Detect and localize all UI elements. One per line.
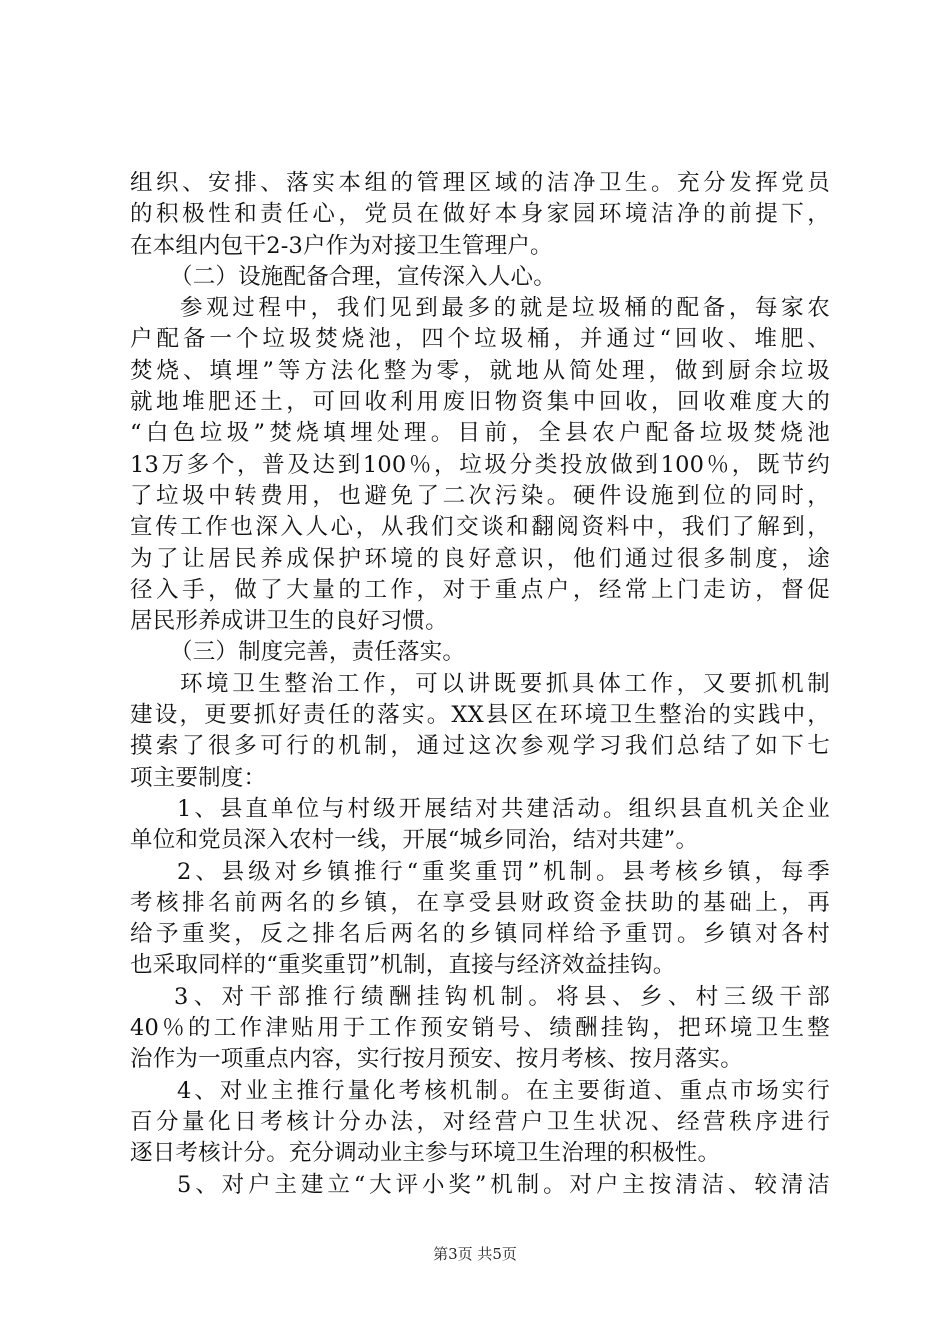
text-line: 摸索了很多可行的机制，通过这次参观学习我们总结了如下七 [130,733,830,760]
text-line: 13万多个，普及达到100％，垃圾分类投放做到100％，既节约 [130,451,830,478]
text-line: 项主要制度： [130,764,267,791]
text-line: 4、对业主推行量化考核机制。在主要街道、重点市场实行 [177,1077,830,1104]
text-line: 在本组内包干2-3户作为对接卫生管理户。 [130,232,553,259]
text-line: （三）制度完善，责任落实。 [170,639,466,666]
text-line: 环境卫生整治工作，可以讲既要抓具体工作，又要抓机制 [180,670,830,697]
text-line: 宣传工作也深入人心，从我们交谈和翻阅资料中，我们了解到， [130,514,830,541]
text-line: 径入手，做了大量的工作，对于重点户，经常上门走访，督促 [130,576,830,603]
text-line: 5、对户主建立“大评小奖”机制。对户主按清洁、较清洁 [177,1171,830,1198]
text-line: 建设，更要抓好责任的落实。XX县区在环境卫生整治的实践中， [130,702,830,729]
text-line: 的积极性和责任心，党员在做好本身家园环境洁净的前提下， [130,201,830,228]
text-line: 2、县级对乡镇推行“重奖重罚”机制。县考核乡镇，每季 [177,858,830,885]
text-line: 给予重奖，反之排名后两名的乡镇同样给予重罚。乡镇对各村 [130,921,830,948]
text-line: 逐日考核计分。充分调动业主参与环境卫生治理的积极性。 [130,1140,721,1167]
text-line: 单位和党员深入农村一线，开展“城乡同治，结对共建”。 [130,827,699,854]
text-line: 户配备一个垃圾焚烧池，四个垃圾桶，并通过“回收、堆肥、 [130,326,830,353]
text-line: 1、县直单位与村级开展结对共建活动。组织县直机关企业 [177,795,830,822]
text-line: 考核排名前两名的乡镇，在享受县财政资金扶助的基础上，再 [130,889,830,916]
text-line: 了垃圾中转费用，也避免了二次污染。硬件设施到位的同时， [130,482,830,509]
text-line: 百分量化日考核计分办法，对经营户卫生状况、经营秩序进行 [130,1108,830,1135]
text-line: 治作为一项重点内容，实行按月预安、按月考核、按月落实。 [130,1046,743,1073]
page-footer: 第3页 共5页 [433,1245,517,1263]
text-line: “白色垃圾”焚烧填埋处理。目前，全县农户配备垃圾焚烧池 [130,420,830,447]
text-line: 参观过程中，我们见到最多的就是垃圾桶的配备，每家农 [180,295,830,322]
text-line: 为了让居民养成保护环境的良好意识，他们通过很多制度，途 [130,545,830,572]
text-line: 3、对干部推行绩酬挂钩机制。将县、乡、村三级干部 [174,983,830,1010]
text-line: 就地堆肥还土，可回收利用废旧物资集中回收，回收难度大的 [130,389,830,416]
text-line: 40％的工作津贴用于工作预安销号、绩酬挂钩，把环境卫生整 [130,1015,830,1042]
text-line: 焚烧、填埋”等方法化整为零，就地从简处理，做到厨余垃圾 [130,357,830,384]
text-line: 组织、安排、落实本组的管理区域的洁净卫生。充分发挥党员 [130,170,830,196]
text-line: 居民形养成讲卫生的良好习惯。 [130,608,448,635]
text-line: （二）设施配备合理，宣传深入人心。 [170,263,556,290]
document-body [130,168,830,1201]
text-line: 也采取同样的“重奖重罚”机制，直接与经济效益挂钩。 [130,952,676,979]
